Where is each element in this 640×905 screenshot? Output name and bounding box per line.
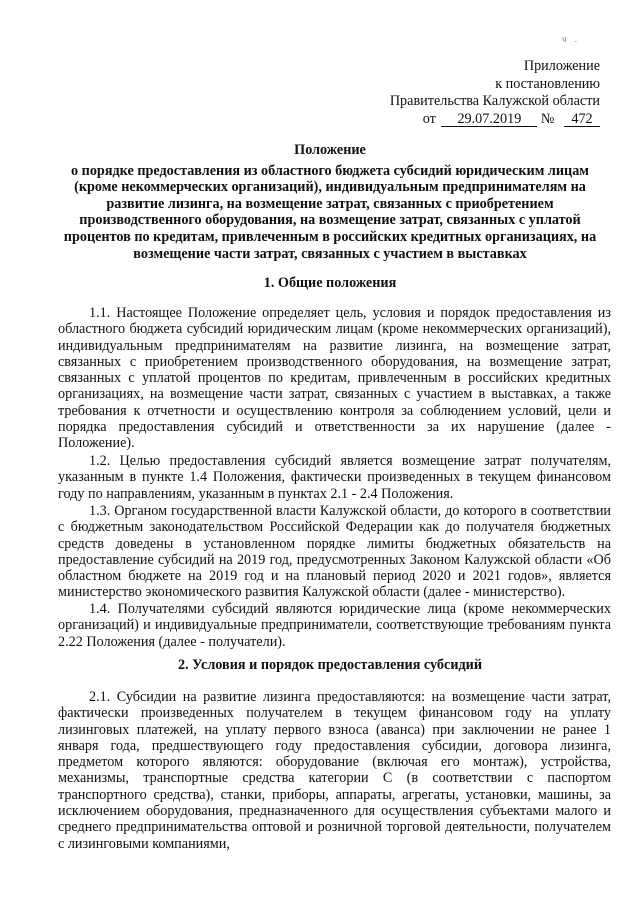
title-heading: Положение [294, 142, 366, 158]
number-label: № [540, 110, 555, 127]
corner-mark: ч . [562, 34, 581, 44]
paragraph-1-1: 1.1. Настоящее Положение определяет цель, условия и порядок предоставления из областного бюджета субсидий юридическим лицам (кроме некоммерческих организаций), индивидуальным предпринимателям на развитие лизинга, на возмещение затрат, связанных с приобретением производственного оборудования, на возмещение затрат, связанных с уплатой процентов по кредитам, привлеченным в российских кредитных организациях, на возмещение части затрат, связанных с участием в выставках, а также требования к отчетности и осуществлению контроля за соблюдением условий, цели и порядка предоставления субсидий и ответственности за их нарушение (далее - Положение). [58, 305, 611, 452]
paragraph-1-2: 1.2. Целью предоставления субсидий является возмещение затрат получателям, указанным в пункте 1.4 Положения, фактически произведенных в текущем финансовом году по направлениям, указанным в пунктах 2.1 - 2.4 Положения. [58, 453, 611, 502]
document-title [58, 142, 602, 262]
number-value: 472 [564, 112, 600, 127]
appendix-date-row [390, 111, 600, 129]
paragraph-1-4: 1.4. Получателями субсидий являются юридические лица (кроме некоммерческих организаций) и индивидуальные предприниматели, соответствующие требованиям пункта 2.22 Положения (далее - получатели). [58, 601, 611, 650]
section-1-heading: 1. Общие положения [263, 275, 397, 291]
appendix-government: Правительства Калужской области [389, 93, 600, 109]
appendix-label: Приложение [523, 58, 600, 74]
paragraph-2-1: 2.1. Субсидии на развитие лизинга предоставляются: на возмещение части затрат, фактически произведенных получателем в текущем финансовом году на уплату лизинговых платежей, на уплату первого взноса (аванса) при заключении не ранее 1 января года, предшествующего году предоставления субсидии, договора лизинга, предметом которого являются: оборудование (включая его монтаж), устройства, механизмы, транспортные средства категории С (в соответствии с паспортом транспортного средства), станки, приборы, аппараты, агрегаты, установки, машины, за исключением оборудования, предназначенного для осуществления субъектами малого и среднего предпринимательства оптовой и розничной торговой деятельности, получателем с лизинговыми компаниями, [58, 689, 611, 852]
paragraph-1-3: 1.3. Органом государственной власти Калужской области, до которого в соответствии с бюджетным законодательством Российской Федерации как до получателя бюджетных средств доведены в установленном порядке лимиты бюджетных обязательств на предоставление субсидий на 2019 год, предусмотренных Законом Калужской области «Об областном бюджете на 2019 год и на плановый период 2020 и 2021 годов», является министерство экономического развития Калужской области (далее - министерство). [58, 503, 611, 601]
date-prefix: от [422, 110, 436, 127]
appendix-block [390, 58, 600, 128]
section-2-heading: 2. Условия и порядок предоставления субсидий [177, 657, 483, 673]
date-value: 29.07.2019 [441, 112, 537, 127]
appendix-resolution: к постановлению [495, 75, 600, 92]
title-subtitle: о порядке предоставления из областного бюджета субсидий юридическим лицам (кроме некоммерческих организаций), индивидуальным предпринимателям на развитие лизинга, на возмещение затрат, связанных с приобретением производственного оборудования, на возмещение затрат, связанных с уплатой процентов по кредитам, привлеченным в российских кредитных организациях, на возмещение части затрат, связанных с участием в выставках [63, 162, 597, 262]
